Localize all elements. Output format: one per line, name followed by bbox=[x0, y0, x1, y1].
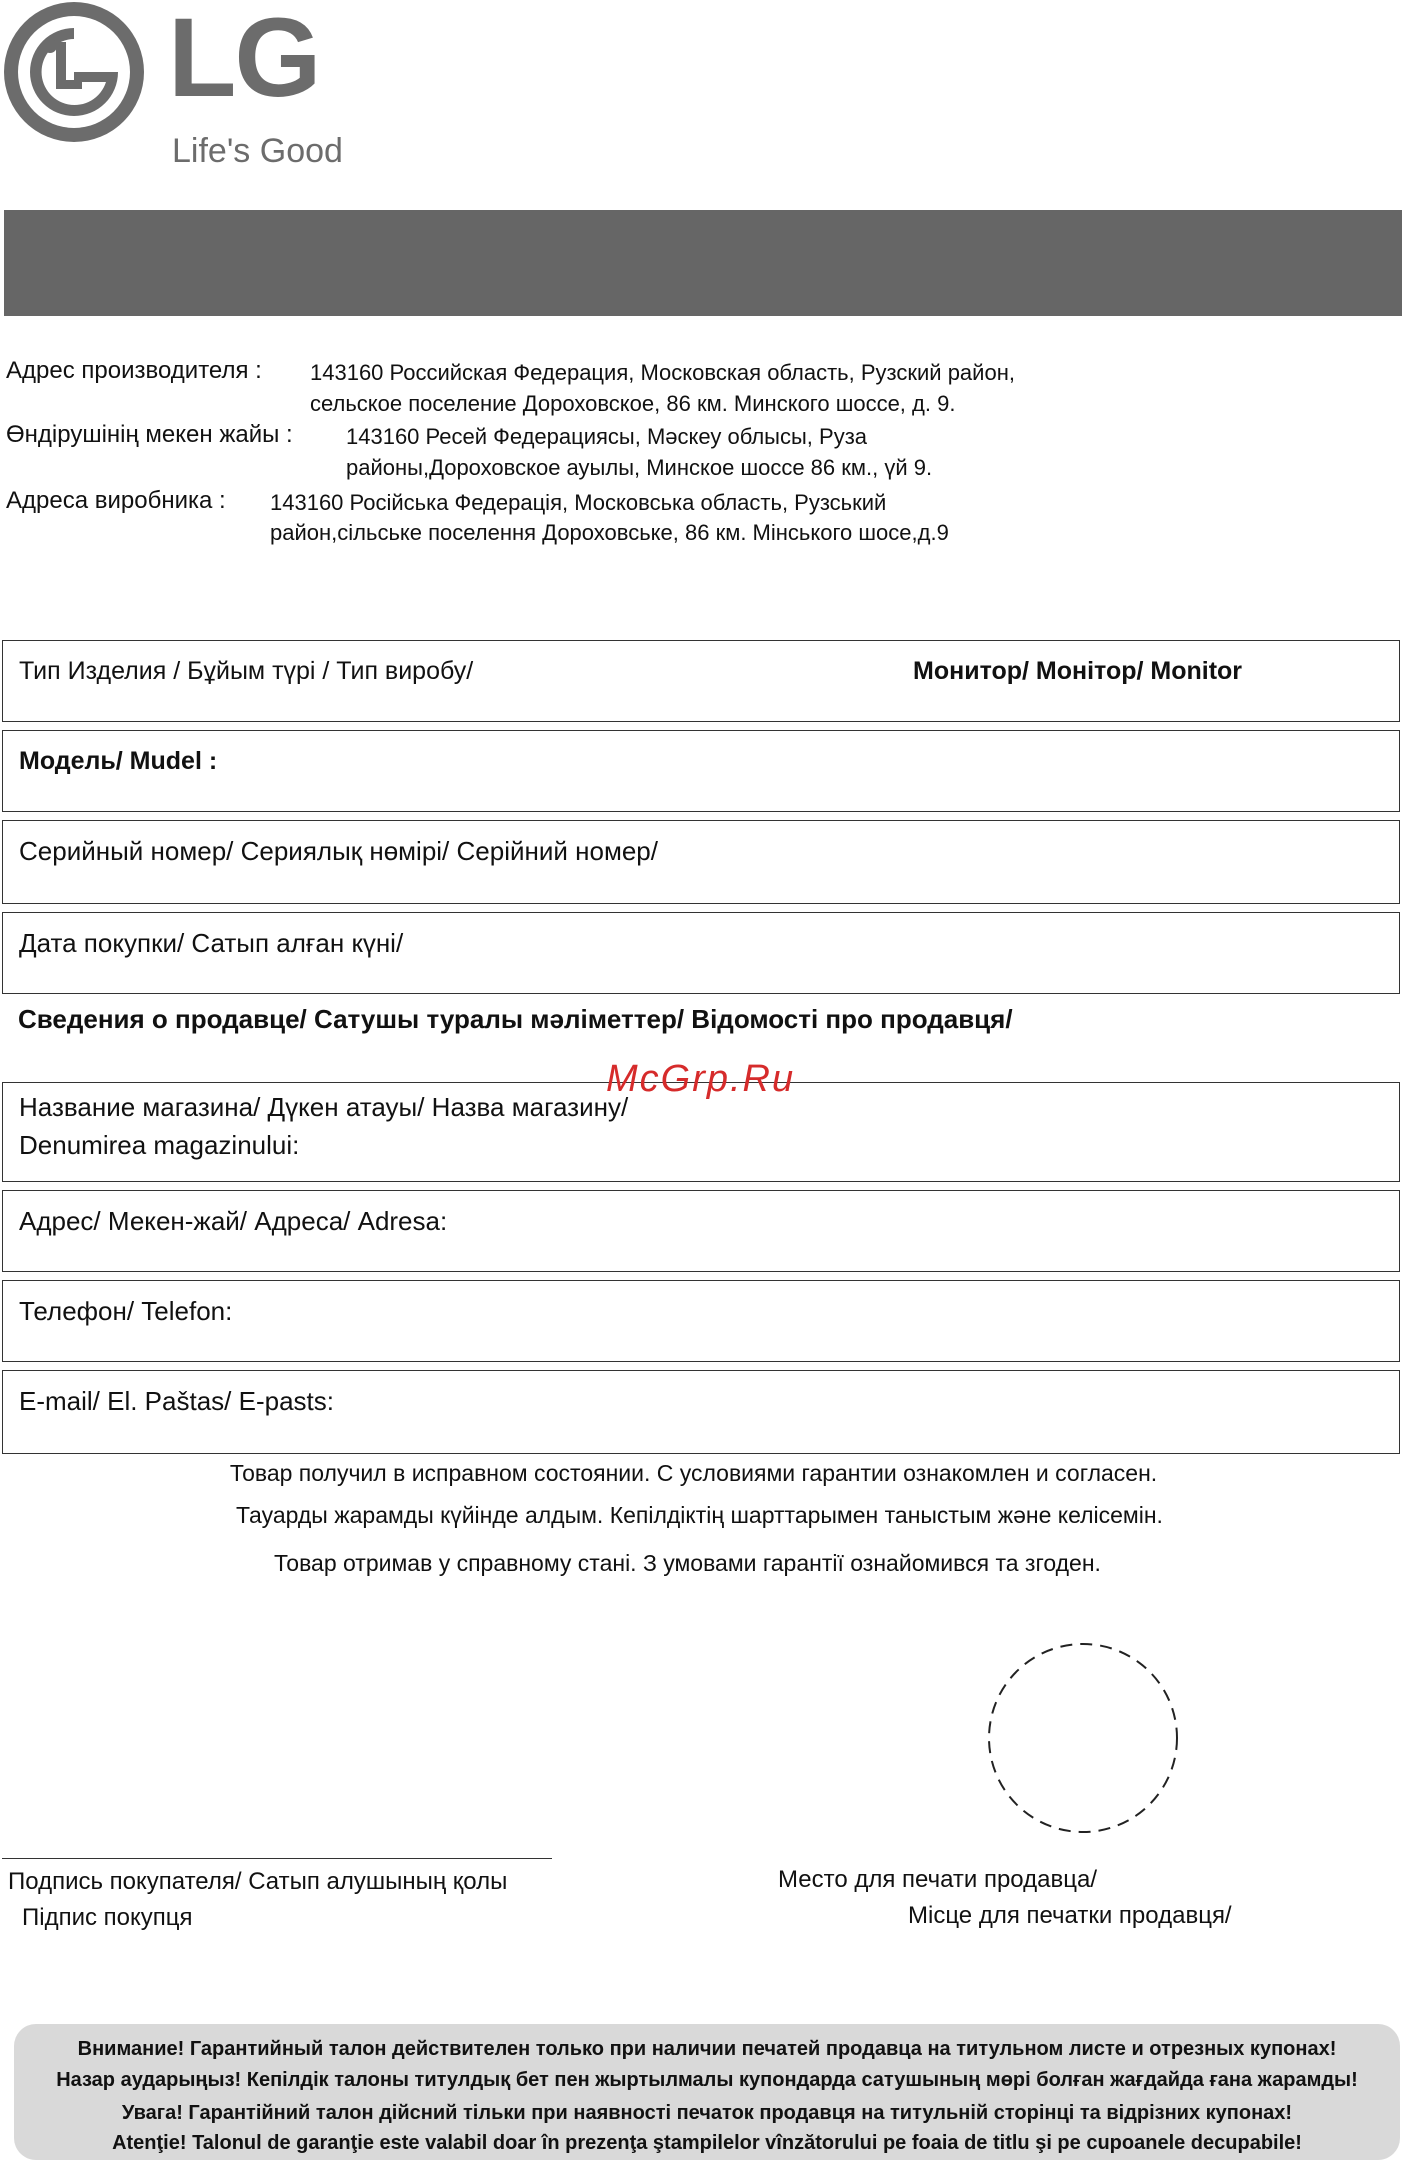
warranty-notice bbox=[14, 2024, 1400, 2160]
purchase-date-field[interactable] bbox=[2, 912, 1400, 994]
manufacturer-label-ru: Адрес производителя : bbox=[6, 357, 262, 384]
serial-number-field[interactable] bbox=[2, 820, 1400, 904]
seller-stamp-placeholder bbox=[985, 1640, 1181, 1836]
buyer-signature-label-line1: Подпись покупателя/ Сатып алушының қолы bbox=[8, 1868, 508, 1895]
acknowledgement-ru: Товар получил в исправном состоянии. С условиями гарантии ознакомлен и согласен. bbox=[229, 1460, 1158, 1486]
purchase-date-label: Дата покупки/ Сатып алған күні/ bbox=[19, 928, 404, 958]
logo-brand: LG bbox=[168, 0, 320, 120]
seller-stamp-label-line1: Место для печати продавца/ bbox=[778, 1866, 1097, 1893]
manufacturer-label-ua: Адреса виробника : bbox=[6, 487, 226, 514]
product-type-value: Монитор/ Монітор/ Monitor bbox=[913, 657, 1243, 685]
phone-label: Телефон/ Telefon: bbox=[19, 1296, 233, 1326]
lg-logo-icon bbox=[4, 2, 144, 142]
watermark: McGrp.Ru bbox=[606, 1058, 796, 1100]
product-type-field[interactable] bbox=[2, 640, 1400, 722]
acknowledgement-ua: Товар отримав у справному стані. З умовами гарантії ознайомився та згоден. bbox=[274, 1550, 1101, 1576]
store-address-label: Адрес/ Мекен-жай/ Адреса/ Adresa: bbox=[19, 1206, 448, 1236]
manufacturer-address-ru-line2: сельское поселение Дороховское, 86 км. Минского шоссе, д. 9. bbox=[310, 391, 956, 416]
seller-stamp-label-line2: Місце для печатки продавця/ bbox=[908, 1902, 1232, 1929]
manufacturer-address-ru-line1: 143160 Российская Федерация, Московская область, Рузский район, bbox=[310, 360, 1015, 385]
manufacturer-address-kz-line1: 143160 Ресей Федерациясы, Мәскеу облысы, Руза bbox=[346, 424, 868, 449]
seller-info-heading: Сведения о продавце/ Сатушы туралы мәліметтер/ Відомості про продавця/ bbox=[18, 1004, 1013, 1034]
manufacturer-address-ua-line2: район,сільське поселення Дороховське, 86 км. Мінського шосе,д.9 bbox=[270, 520, 949, 545]
email-label: E-mail/ El. Paštas/ E-pasts: bbox=[19, 1386, 334, 1416]
model-field[interactable] bbox=[2, 730, 1400, 812]
notice-ua: Увага! Гарантійний талон дійсний тільки при наявності печаток продавця на титульній сторінці та відрізних купонах! bbox=[121, 2102, 1293, 2124]
serial-number-label: Серийный номер/ Сериялық нөмірі/ Серійний номер/ bbox=[19, 836, 658, 866]
notice-ro: Atenţie! Talonul de garanţie este valabil doar în prezenţa ştampilelor vînzătorului pe foaia de titlu şi pe cupoanele decupabile! bbox=[112, 2132, 1302, 2154]
store-name-label-line2: Denumirea magazinului: bbox=[19, 1130, 300, 1160]
notice-kz: Назар аударыңыз! Кепілдік талоны титулдық бет пен жыртылмалы купондарда сатушының мөрі болған жағдайда ғана жарамды! bbox=[56, 2069, 1358, 2091]
model-label: Модель/ Mudel : bbox=[19, 747, 218, 775]
manufacturer-label-kz: Өндірушінің мекен жайы : bbox=[6, 421, 293, 448]
store-name-label-line1: Название магазина/ Дүкен атауы/ Назва магазину/ bbox=[19, 1092, 629, 1122]
manufacturer-address-ua-line1: 143160 Російська Федерація, Московська область, Рузський bbox=[270, 490, 887, 515]
logo-tagline: Life's Good bbox=[172, 132, 343, 170]
store-address-field[interactable] bbox=[2, 1190, 1400, 1272]
buyer-signature-line bbox=[2, 1858, 552, 1859]
acknowledgement-kz: Тауарды жарамды күйінде алдым. Кепілдіктің шарттарымен таныстым және келісемін. bbox=[236, 1502, 1163, 1528]
buyer-signature-label-line2: Підпис покупця bbox=[22, 1904, 193, 1931]
notice-ru: Внимание! Гарантийный талон действителен только при наличии печатей продавца на титульном листе и отрезных купонах! bbox=[77, 2038, 1337, 2060]
phone-field[interactable] bbox=[2, 1280, 1400, 1362]
manufacturer-address-kz-line2: районы,Дороховское ауылы, Минское шоссе 86 км., үй 9. bbox=[346, 455, 933, 480]
header-band bbox=[4, 210, 1402, 316]
product-type-label: Тип Изделия / Бұйым түрі / Тип виробу/ bbox=[19, 657, 474, 685]
email-field[interactable] bbox=[2, 1370, 1400, 1454]
